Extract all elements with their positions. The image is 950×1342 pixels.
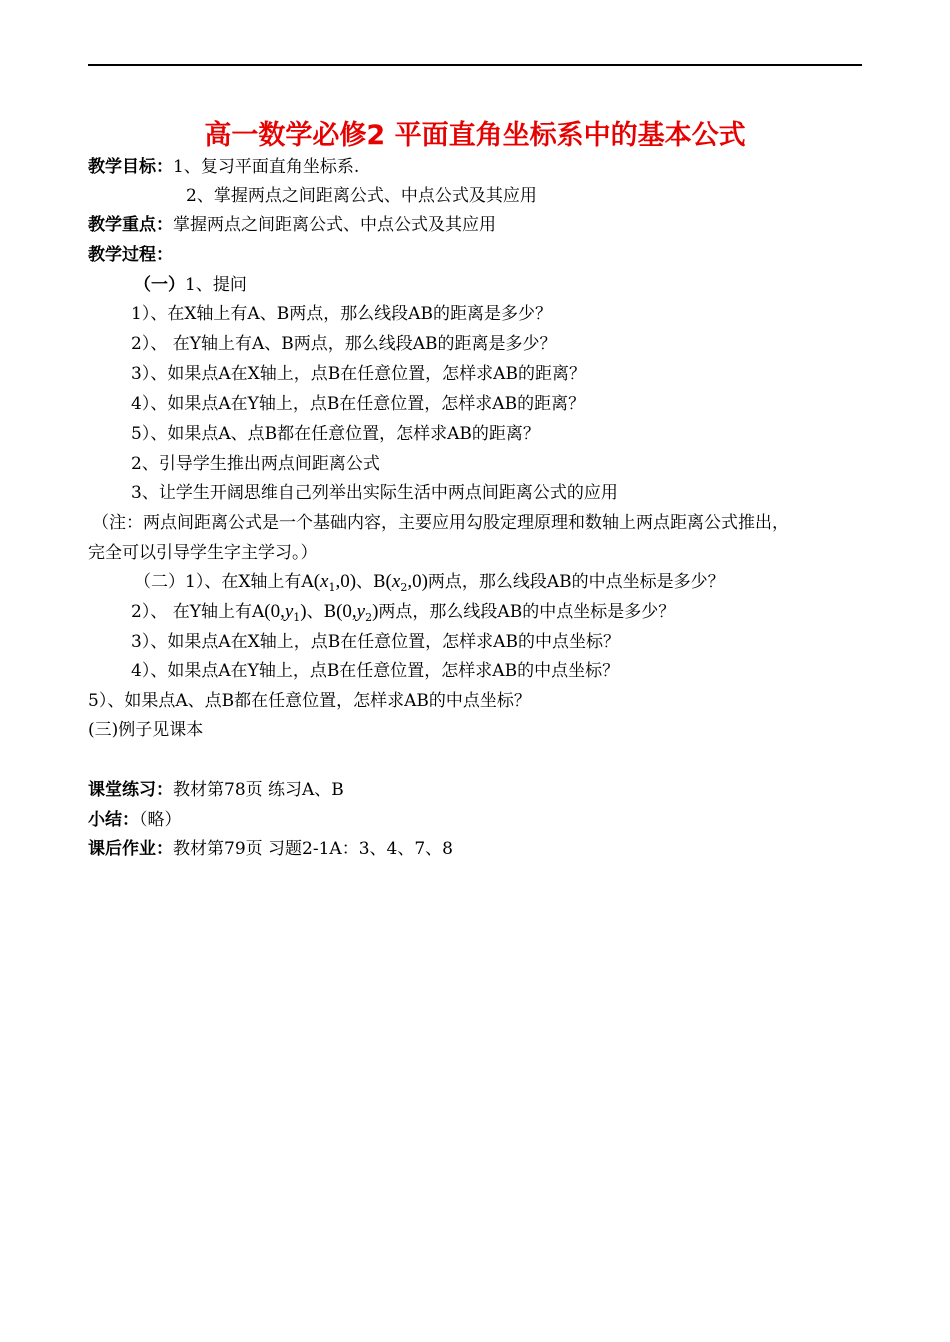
homework-text: 教材第79页 习题2-1A：3、4、7、8: [173, 839, 453, 859]
part1-heading-line: [134, 274, 247, 296]
part1-question-5: 5）、如果点A、点B都在任意位置，怎样求AB的距离？: [131, 424, 540, 444]
part1-step2: 2、引导学生推出两点间距离公式: [131, 454, 380, 474]
practice-text: 教材第78页 练习A、B: [173, 780, 344, 800]
part1-heading: （一）: [134, 275, 185, 295]
document-title: 高一数学必修2 平面直角坐标系中的基本公式: [204, 120, 746, 151]
practice-label: 课堂练习：: [88, 780, 173, 800]
note-line-1: （注：两点间距离公式是一个基础内容，主要应用勾股定理原理和数轴上两点距离公式推出，: [92, 513, 789, 533]
practice-line: [88, 779, 344, 801]
key-points-label: 教学重点：: [88, 215, 173, 235]
summary-line: [88, 809, 182, 831]
part2-question-2: 2）、 在Y轴上有$A(0,y_1)$、$B(0,y_2)$两点，那么线段AB的中点坐标是多少？: [131, 601, 676, 624]
part1-step3: 3、让学生开阔思维自己列举出实际生活中两点间距离公式的应用: [131, 483, 618, 503]
part1-question-3: 3）、如果点A在X轴上，点B在任意位置，怎样求AB的距离？: [131, 364, 586, 384]
objectives-label: 教学目标：: [88, 157, 173, 177]
key-points-text: 掌握两点之间距离公式、中点公式及其应用: [173, 215, 496, 235]
summary-text: （略）: [139, 810, 182, 830]
part2-question-3: 3）、如果点A在X轴上，点B在任意位置，怎样求AB的中点坐标？: [131, 632, 620, 652]
part1-step1: 1、提问: [185, 275, 247, 295]
summary-label: 小结：: [88, 810, 139, 830]
homework-label: 课后作业：: [88, 839, 173, 859]
objective-2: 2、掌握两点之间距离公式、中点公式及其应用: [186, 186, 537, 206]
objectives-line-1: [88, 156, 359, 178]
part2-question-1: （二）1）、在X轴上有$A(x_1,0)$、$B(x_2,0)$两点，那么线段AB的中点坐标是多少？: [134, 571, 725, 594]
part1-question-1: 1）、在X轴上有A、B两点，那么线段AB的距离是多少？: [131, 304, 552, 324]
part1-question-4: 4）、如果点A在Y轴上，点B在任意位置，怎样求AB的距离？: [131, 394, 586, 414]
part2-question-5: 5）、如果点A、点B都在任意位置，怎样求AB的中点坐标？: [88, 691, 531, 711]
header-rule: [88, 64, 862, 66]
homework-line: [88, 838, 453, 860]
objective-1: 1、复习平面直角坐标系.: [173, 157, 360, 177]
process-label: 教学过程：: [88, 245, 173, 265]
note-line-2: 完全可以引导学生字主学习。）: [88, 543, 318, 563]
part1-question-2: 2）、 在Y轴上有A、B两点，那么线段AB的距离是多少？: [131, 334, 557, 354]
part2-question-4: 4）、如果点A在Y轴上，点B在任意位置，怎样求AB的中点坐标？: [131, 661, 620, 681]
key-points-line: [88, 214, 496, 236]
part3-line: (三)例子见课本: [88, 720, 204, 740]
